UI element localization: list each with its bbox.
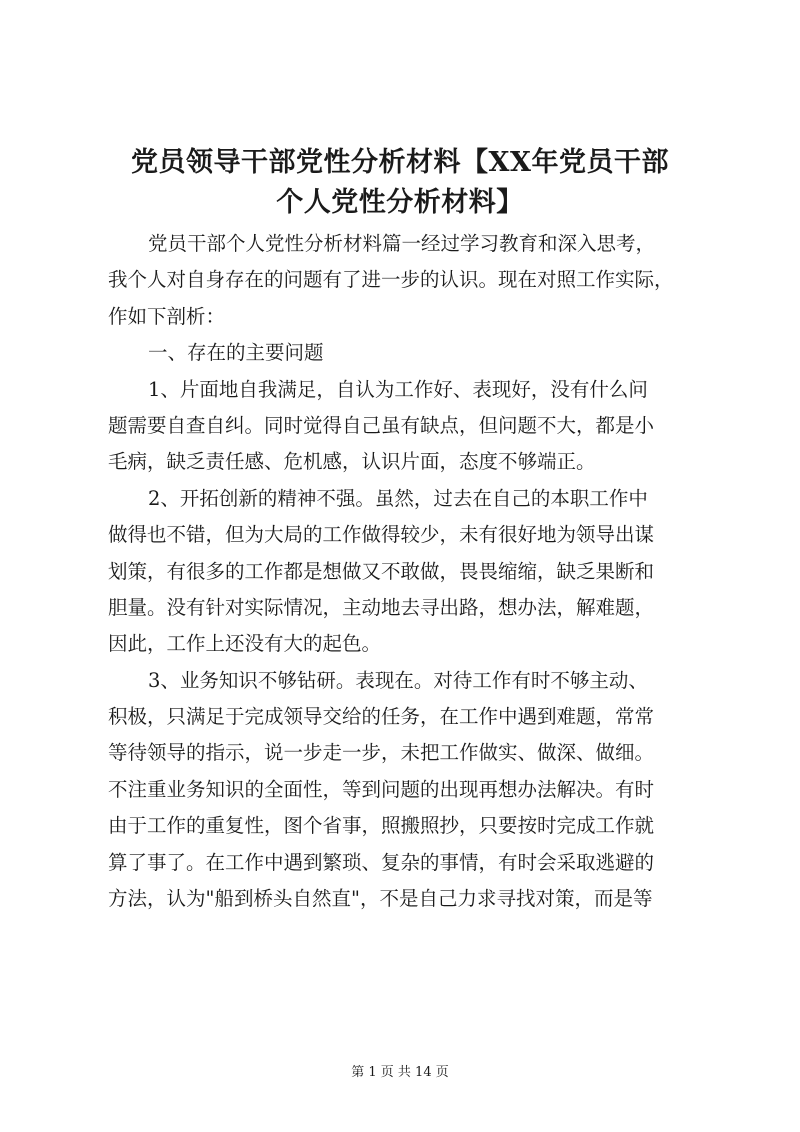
paragraph-line: 作如下剖析：: [108, 304, 226, 328]
paragraph-line: 题需要自查自纠。同时觉得自己虽有缺点，但问题不大，都是小: [108, 413, 655, 437]
paragraph-line: 3、业务知识不够钻研。表现在。对待工作有时不够主动、: [148, 668, 648, 692]
paragraph-line: 积极，只满足于完成领导交给的任务，在工作中遇到难题，常常: [108, 705, 655, 729]
paragraph-line: 等待领导的指示，说一步走一步，未把工作做实、做深、做细。: [108, 741, 655, 765]
title-line: 个人党性分析材料】: [276, 187, 524, 218]
document-body: [108, 226, 708, 917]
paragraph-line: 毛病，缺乏责任感、危机感，认识片面，态度不够端正。: [108, 450, 596, 474]
paragraph-line: 党员干部个人党性分析材料篇一经过学习教育和深入思考，: [148, 232, 656, 255]
paragraph-line: 做得也不错，但为大局的工作做得较少，未有很好地为领导出谋: [108, 523, 655, 547]
paragraph-line: 划策，有很多的工作都是想做又不敢做，畏畏缩缩，缺乏果断和: [108, 559, 655, 583]
paragraph-line: 不注重业务知识的全面性，等到问题的出现再想办法解决。有时: [108, 777, 655, 801]
paragraph-line: 1、片面地自我满足，自认为工作好、表现好，没有什么问: [148, 377, 648, 401]
document-title: [100, 143, 700, 223]
paragraph-line: 胆量。没有针对实际情况，主动地去寻出路，想办法，解难题，: [108, 595, 655, 619]
paragraph-line: 2、开拓创新的精神不强。虽然，过去在自己的本职工作中: [148, 486, 648, 510]
paragraph-line: 算了事了。在工作中遇到繁琐、复杂的事情，有时会采取逃避的: [108, 850, 655, 874]
section-heading: 一、存在的主要问题: [148, 341, 324, 365]
title-line: 党员领导干部党性分析材料【XX年党员干部: [131, 147, 669, 178]
paragraph-line: 方法，认为"船到桥头自然直"，不是自己力求寻找对策，而是等: [108, 887, 653, 911]
paragraph-line: 因此，工作上还没有大的起色。: [108, 632, 382, 656]
page-footer: 第 1 页 共 14 页: [351, 1065, 449, 1080]
paragraph-line: 由于工作的重复性，图个省事，照搬照抄，只要按时完成工作就: [108, 814, 655, 838]
paragraph-line: 我个人对自身存在的问题有了进一步的认识。现在对照工作实际，: [108, 268, 674, 292]
